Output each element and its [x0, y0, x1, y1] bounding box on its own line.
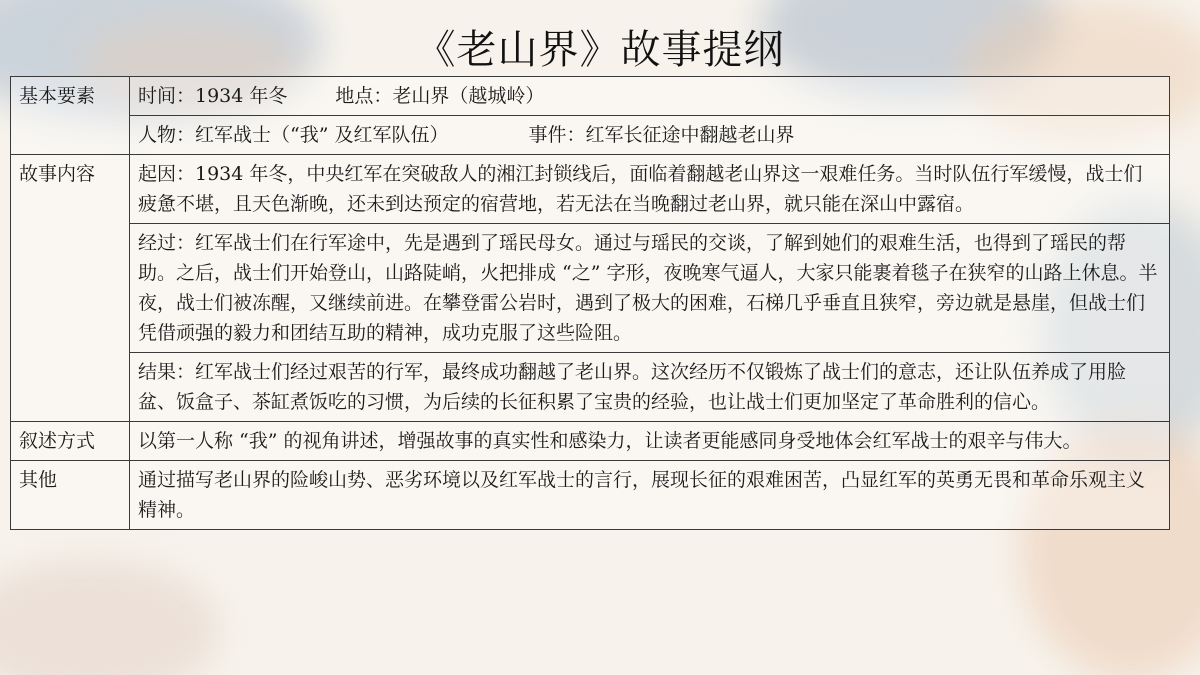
page-title: 《老山界》故事提纲 — [415, 27, 785, 73]
row-label-narration: 叙述方式 — [11, 422, 130, 461]
other-text: 通过描写老山界的险峻山势、恶劣环境以及红军战士的言行，展现长征的艰难困苦，凸显红军的英勇无畏和革命乐观主义精神。 — [130, 461, 1170, 530]
row-label-basic: 基本要素 — [11, 77, 130, 155]
basic-cell-people-event — [130, 116, 1170, 155]
content-cause: 起因：1934 年冬，中央红军在突破敌人的湘江封锁线后，面临着翻越老山界这一艰难任务。当时队伍行军缓慢，战士们疲惫不堪，且天色渐晚，还未到达预定的宿营地，若无法在当晚翻过老山界，就只能在深山中露宿。 — [130, 155, 1170, 224]
content-process: 经过：红军战士们在行军途中，先是遇到了瑶民母女。通过与瑶民的交谈，了解到她们的艰难生活，也得到了瑶民的帮助。之后，战士们开始登山，山路陡峭，火把排成 “之” 字形，夜晚寒气逼人，大家只能裹着毯子在狭窄的山路上休息。半夜，战士们被冻醒，又继续前进。在攀登雷公岩时，遇到了极大的困难，石梯几乎垂直且狭窄，旁边就是悬崖，但战士们凭借顽强的毅力和团结互助的精神，成功克服了这些险阻。 — [130, 224, 1170, 353]
table-row — [11, 353, 1170, 422]
content-result: 结果：红军战士们经过艰苦的行军，最终成功翻越了老山界。这次经历不仅锻炼了战士们的意志，还让队伍养成了用脸盆、饭盒子、茶缸煮饭吃的习惯，为后续的长征积累了宝贵的经验，也让战士们更加坚定了革命胜利的信心。 — [130, 353, 1170, 422]
basic-cell-time-place — [130, 77, 1170, 116]
table-row — [11, 155, 1170, 224]
story-outline-table — [10, 76, 1170, 530]
basic-event: 事件：红军长征途中翻越老山界 — [528, 124, 795, 146]
row-label-other: 其他 — [11, 461, 130, 530]
basic-people: 人物：红军战士（“我” 及红军队伍） — [138, 124, 449, 146]
narration-text: 以第一人称 “我” 的视角讲述，增强故事的真实性和感染力，让读者更能感同身受地体会红军战士的艰辛与伟大。 — [130, 422, 1170, 461]
table-row — [11, 461, 1170, 530]
basic-time: 时间：1934 年冬 — [138, 85, 288, 107]
table-row — [11, 422, 1170, 461]
row-label-content: 故事内容 — [11, 155, 130, 422]
table-row — [11, 224, 1170, 353]
basic-place: 地点：老山界（越城岭） — [335, 85, 545, 107]
table-row — [11, 116, 1170, 155]
table-row — [11, 77, 1170, 116]
